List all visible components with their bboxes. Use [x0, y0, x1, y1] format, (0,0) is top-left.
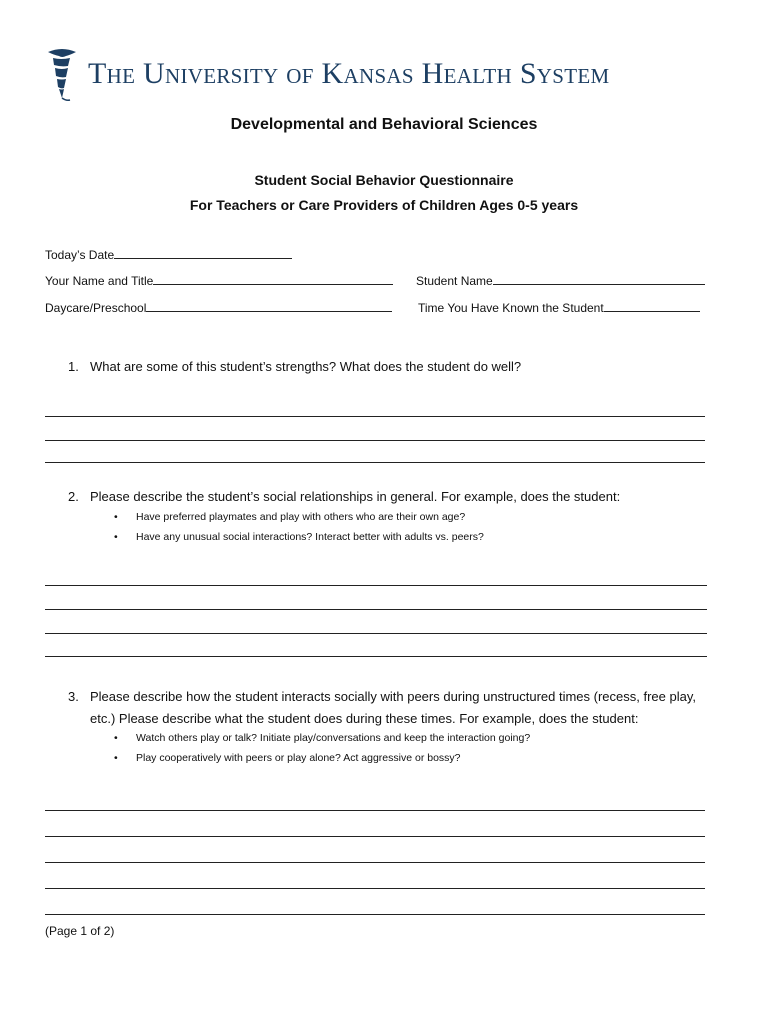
form-subtitle: For Teachers or Care Providers of Children Ages 0-5 years [189, 197, 579, 213]
answer-line[interactable] [45, 656, 707, 657]
question-number: 3. [68, 689, 79, 704]
daycare-label: Daycare/Preschool [45, 301, 147, 315]
your-name-title-blank[interactable] [153, 272, 393, 285]
answer-line[interactable] [45, 585, 707, 586]
time-known-label: Time You Have Known the Student [418, 301, 604, 315]
organization-name: The University of Kansas Health System [88, 57, 610, 90]
answer-line[interactable] [45, 862, 705, 863]
time-known-blank[interactable] [604, 299, 700, 312]
question-2 [68, 486, 718, 508]
daycare-blank[interactable] [146, 299, 392, 312]
jayhawk-logo-icon [44, 46, 80, 102]
answer-line[interactable] [45, 462, 705, 463]
todays-date-blank[interactable] [114, 246, 292, 259]
bullet-icon: • [114, 732, 118, 744]
question-text: What are some of this student’s strengths? What does the student do well? [90, 359, 522, 374]
form-title: Student Social Behavior Questionnaire [254, 172, 514, 188]
question-text: Please describe how the student interacts socially with peers during unstructured times (recess, free play, etc.) Please describe what the student does during these times. For example, does the student: [90, 689, 696, 726]
todays-date-label: Today’s Date [45, 248, 115, 262]
question-2-bullets [112, 507, 484, 547]
answer-line[interactable] [45, 914, 705, 915]
question-1 [68, 356, 718, 378]
answer-line[interactable] [45, 416, 705, 417]
todays-date-field[interactable] [45, 246, 292, 262]
list-item: • Have any unusual social interactions? Interact better with adults vs. peers? [112, 527, 484, 547]
header [44, 44, 734, 104]
bullet-icon: • [114, 752, 118, 764]
answer-line[interactable] [45, 888, 705, 889]
daycare-field[interactable] [45, 299, 392, 315]
answer-line[interactable] [45, 440, 705, 441]
student-name-label: Student Name [416, 274, 493, 288]
question-text: Please describe the student’s social relationships in general. For example, does the student: [90, 489, 621, 504]
question-number: 2. [68, 489, 79, 504]
list-item: • Watch others play or talk? Initiate play/conversations and keep the interaction going? [112, 728, 530, 748]
student-name-field[interactable] [416, 272, 705, 288]
question-3 [68, 686, 718, 730]
answer-line[interactable] [45, 836, 705, 837]
list-item: • Have preferred playmates and play with others who are their own age? [112, 507, 484, 527]
your-name-title-label: Your Name and Title [45, 274, 154, 288]
page-number: (Page 1 of 2) [45, 924, 115, 938]
question-number: 1. [68, 359, 79, 374]
department-heading: Developmental and Behavioral Sciences [230, 116, 538, 133]
bullet-icon: • [114, 531, 118, 543]
answer-line[interactable] [45, 633, 707, 634]
bullet-icon: • [114, 511, 118, 523]
question-3-bullets [112, 728, 530, 768]
student-name-blank[interactable] [493, 272, 705, 285]
your-name-title-field[interactable] [45, 272, 393, 288]
answer-line[interactable] [45, 810, 705, 811]
list-item: • Play cooperatively with peers or play alone? Act aggressive or bossy? [112, 748, 530, 768]
time-known-field[interactable] [418, 299, 700, 315]
answer-line[interactable] [45, 609, 707, 610]
